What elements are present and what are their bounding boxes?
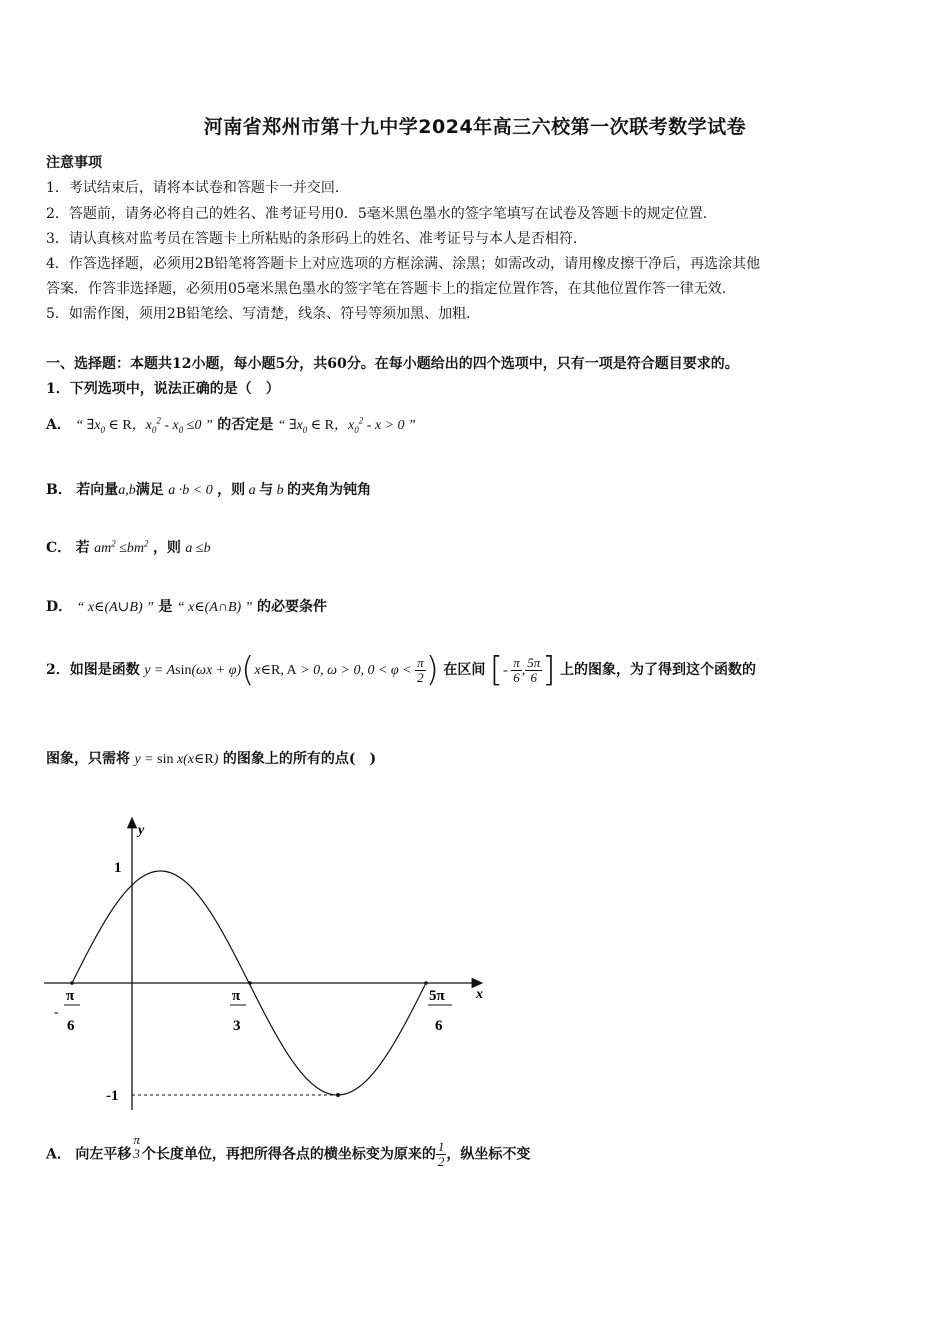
option-text: 与	[259, 482, 274, 498]
formula: $am^2 \le bm^2$	[94, 538, 149, 556]
option-label: C．	[46, 540, 72, 556]
q1-option-b[interactable]	[46, 479, 371, 499]
x-tick-left-den: 6	[67, 1018, 75, 1034]
question-1-stem: 1．下列选项中，说法正确的是（ ）	[46, 381, 280, 397]
formula: a	[245, 483, 260, 498]
section-heading: 一、选择题：本题共12小题，每小题5分，共60分。在每小题给出的四个选项中，只有一项是符合题目要求的。	[46, 356, 739, 372]
min-point	[336, 1093, 340, 1097]
formula: a ≤b	[185, 541, 211, 556]
zero-point-left	[70, 981, 74, 985]
option-text: 满足	[135, 482, 164, 498]
notice-item-1: 1．考试结束后，请将本试卷和答题卡一并交回．	[46, 180, 349, 196]
formula: “ x∈(A∩B) ”	[176, 600, 253, 615]
function-graph	[40, 812, 500, 1112]
notice-item-5: 5．如需作图，须用2B铅笔绘、写清楚，线条、符号等须加黑、加粗．	[46, 306, 481, 322]
question-2-stem: 2．如图是函数 y = Asin(ωx + φ)(x∈R, A > 0, ω > 0, 0 < φ < $\frac{\pi}{2}$ ) 在区间 [- $\frac{\pi}{6}$ , $\frac{5\pi}{6}$ ] 上的图象，为了得到这个函数的	[46, 650, 756, 690]
zero-point-right	[424, 981, 428, 985]
x-tick-right-den: 6	[435, 1018, 443, 1034]
formula: “ $\exists x_0$ ∈ R，$x_0^2 - x > 0$ ”	[277, 415, 416, 435]
formula: a ·b < 0	[168, 483, 213, 498]
option-label: B．	[46, 482, 72, 498]
option-text: 若	[75, 540, 90, 556]
x-axis-label: x	[476, 987, 483, 1002]
formula: y = Asin(ωx + φ)	[144, 663, 242, 678]
option-text: 若向量	[76, 482, 119, 498]
option-text: ，则	[152, 540, 181, 556]
q2-option-a[interactable]: A． 向左平移 π 3 个长度单位，再把所得各点的横坐标变为原来的 $\frac{1}{2}$ ，纵坐标不变	[46, 1131, 531, 1169]
option-text: 个长度单位，再把所得各点的横坐标变为原来的	[141, 1146, 436, 1163]
notice-item-4: 4．作答选择题，必须用2B铅笔将答题卡上对应选项的方框涂满、涂黑；如需改动，请用橡皮擦干净后，再选涂其他	[46, 256, 761, 272]
option-text: 的否定是	[217, 417, 274, 433]
formula: “ $\exists x_0$ ∈ R，$x_0^2 - x_0 \le 0$ ”	[75, 415, 213, 435]
option-label: D．	[46, 599, 73, 615]
q1-option-a[interactable]	[46, 414, 416, 435]
option-text: 的夹角为钝角	[287, 482, 372, 498]
stem-text: 2．如图是函数	[46, 662, 140, 678]
x-tick-left-num: π	[66, 988, 75, 1004]
option-label: A．	[46, 417, 71, 433]
question-2-stem-cont	[46, 748, 376, 768]
option-text: 是	[158, 599, 173, 615]
notice-item-3: 3．请认真核对监考员在答题卡上所粘贴的条形码上的姓名、准考证号与本人是否相符．	[46, 231, 587, 247]
x-tick-right-num: 5π	[429, 988, 445, 1004]
formula: “ x∈(A∪B) ”	[76, 600, 154, 615]
option-label: A．	[46, 1146, 71, 1163]
formula: x∈R, A > 0, ω > 0, 0 < φ <	[254, 663, 416, 678]
notice-item-2: 2．答题前，请务必将自己的姓名、准考证号用0．5毫米黑色墨水的签字笔填写在试卷及答题卡的规定位置．	[46, 206, 717, 222]
zero-point-mid	[248, 981, 252, 985]
option-text: ，则	[217, 482, 246, 498]
formula: b	[273, 483, 288, 498]
stem-text: 的图象上的所有的点( )	[222, 751, 377, 767]
x-tick-left-sign: -	[54, 1005, 59, 1020]
formula: y = sin x(x∈R)	[134, 752, 219, 767]
notice-item-4-cont: 答案．作答非选择题，必须用05毫米黑色墨水的签字笔在答题卡上的指定位置作答，在其他位置作答一律无效．	[46, 281, 736, 297]
formula: a,b	[118, 483, 136, 498]
y-tick-1: 1	[114, 860, 122, 876]
x-tick-mid-num: π	[232, 988, 241, 1004]
option-text: ，纵坐标不变	[446, 1146, 531, 1163]
stem-text: 上的图象，为了得到这个函数的	[559, 662, 756, 678]
q1-option-d[interactable]	[46, 596, 327, 616]
option-text: 向左平移	[75, 1146, 132, 1163]
y-axis-label: y	[138, 823, 145, 838]
x-tick-mid-den: 3	[233, 1018, 241, 1034]
page-title: 河南省郑州市第十九中学2024年高三六校第一次联考数学试卷	[203, 116, 747, 138]
y-tick-minus-1: -1	[106, 1088, 119, 1104]
notice-heading: 注意事项	[46, 155, 102, 171]
stem-text: 在区间	[443, 662, 486, 678]
q1-option-c[interactable]	[46, 537, 211, 557]
stem-text: 图象，只需将	[46, 751, 130, 767]
option-text: 的必要条件	[256, 599, 327, 615]
